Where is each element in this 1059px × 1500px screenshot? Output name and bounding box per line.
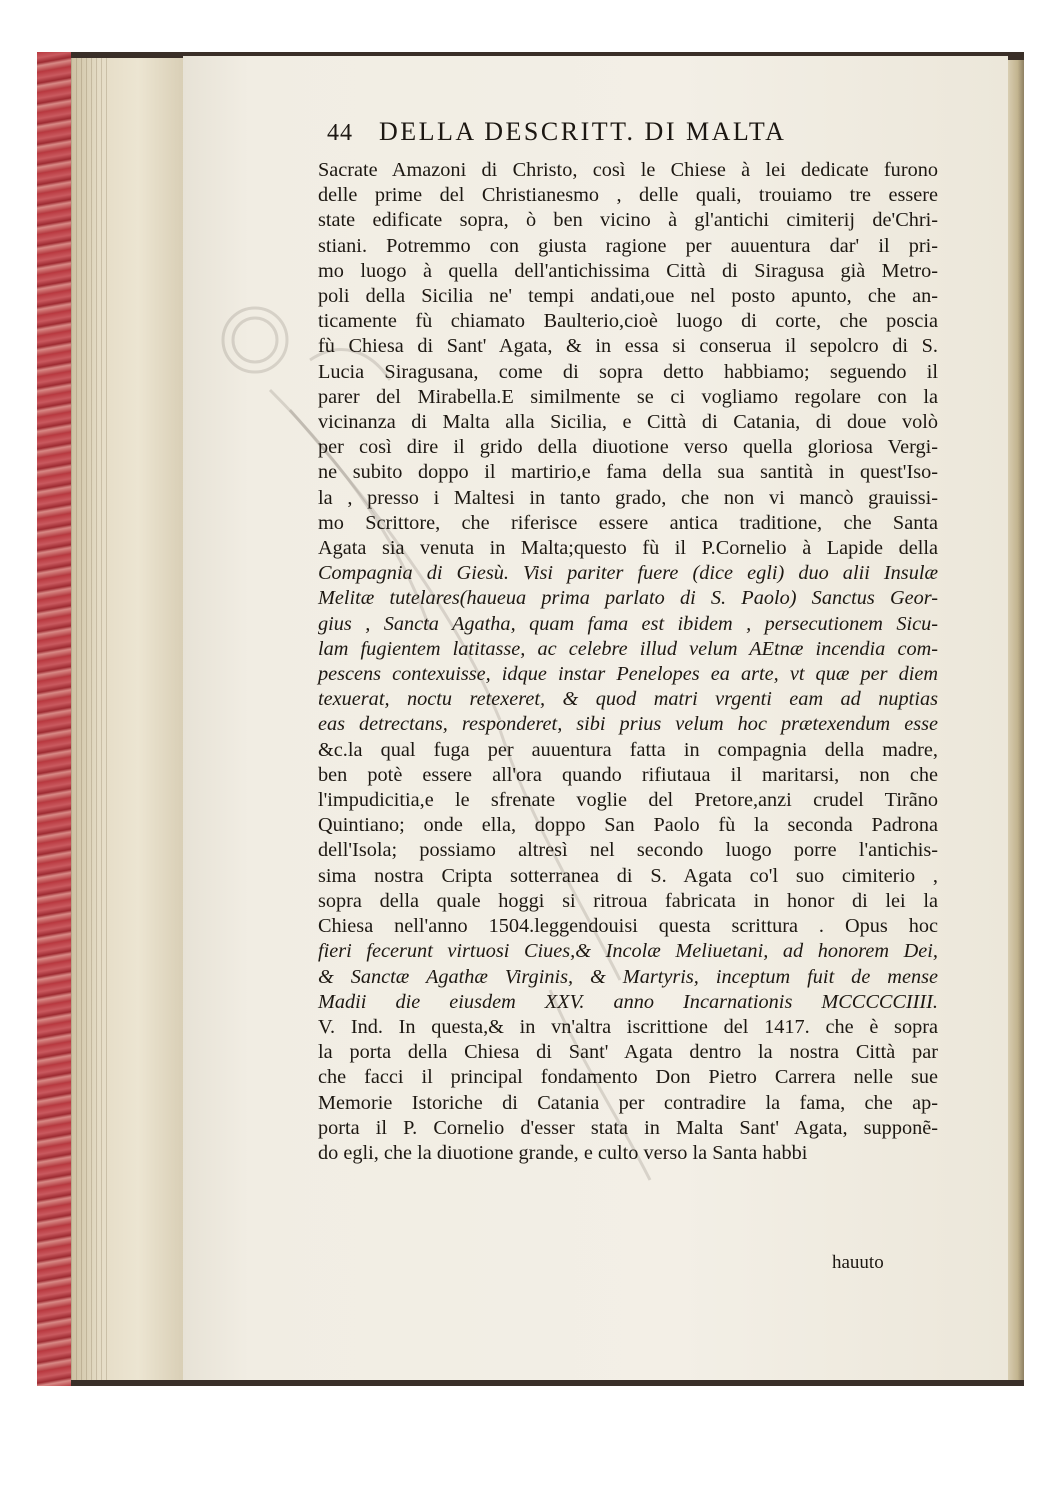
marbled-cover-edge xyxy=(37,52,71,1386)
text-line: mo luogo à quella dell'antichissima Città di Siragusa già Metro- xyxy=(318,259,938,282)
text-line: per così dire il grido della diuotione verso quella gloriosa Vergi- xyxy=(318,436,938,459)
text-line: sopra della quale hoggi si ritroua fabricata in honor di lei la xyxy=(318,889,938,912)
text-line: ne subito doppo il martirio,e fama della sua santità in quest'Iso- xyxy=(318,461,938,484)
text-line: fieri fecerunt virtuosi Ciues,& Incolæ Meliuetani, ad honorem Dei, xyxy=(318,940,938,963)
text-line: Lucia Siragusana, come di sopra detto habbiamo; seguendo il xyxy=(318,360,938,383)
page-body-text xyxy=(318,158,938,1166)
text-line: dell'Isola; possiamo altresì nel secondo luogo porre l'antichis- xyxy=(318,839,938,862)
text-line: poli della Sicilia ne' tempi andati,oue nel posto apunto, che an- xyxy=(318,285,938,308)
page-fore-edge xyxy=(1008,60,1024,1380)
text-line: ticamente fù chiamato Baulterio,cioè luogo di corte, che poscia xyxy=(318,310,938,333)
text-line: mo Scrittore, che riferisce essere antica traditione, che Santa xyxy=(318,511,938,534)
text-line: Chiesa nell'anno 1504.leggendouisi questa scrittura . Opus hoc xyxy=(318,915,938,938)
text-line: Sacrate Amazoni di Christo, così le Chiese à lei dedicate furono xyxy=(318,159,938,181)
text-line: texuerat, noctu retexeret, & quod matri vrgenti eam ad nuptias xyxy=(318,688,938,711)
text-line: Memorie Istoriche di Catania per contradire la fama, che ap- xyxy=(318,1091,938,1114)
text-line: delle prime del Christianesmo , delle quali, trouiamo tre essere xyxy=(318,184,938,207)
text-line: che facci il principal fondamento Don Pietro Carrera nelle sue xyxy=(318,1066,938,1089)
text-line: eas detrectans, responderet, sibi prius velum hoc prætexendum esse xyxy=(318,713,938,736)
catchword: hauuto xyxy=(832,1252,884,1273)
text-line: Compagnia di Giesù. Visi pariter fuere (dice egli) duo alii Insulæ xyxy=(318,562,938,585)
page-number: 44 xyxy=(327,120,353,146)
text-line: vicinanza di Malta alla Sicilia, e Città di Catania, di doue volò xyxy=(318,411,938,434)
text-line: &c.la qual fuga per auuentura fatta in compagnia della madre, xyxy=(318,738,938,761)
text-line: Melitæ tutelares(haueua prima parlato di S. Paolo) Sanctus Geor- xyxy=(318,587,938,610)
text-line: gius , Sancta Agatha, quam fama est ibidem , persecutionem Sicu- xyxy=(318,612,938,635)
text-line: pescens contexuisse, idque instar Penelopes ea arte, vt quæ per diem xyxy=(318,663,938,686)
text-line: Agata sia venuta in Malta;questo fù il P.Cornelio à Lapide della xyxy=(318,537,938,560)
text-line: l'impudicitia,e le sfrenate voglie del Pretore,anzi crudel Tirãno xyxy=(318,789,938,812)
text-line: la , presso i Maltesi in tanto grado, che non vi mancò grauissi- xyxy=(318,486,938,509)
text-line: lam fugientem latitasse, ac celebre illud velum AEtnæ incendia com- xyxy=(318,637,938,660)
running-head xyxy=(327,117,867,153)
text-line: & Sanctæ Agathæ Virginis, & Martyris, inceptum fuit de mense xyxy=(318,965,938,988)
text-line: fù Chiesa di Sant' Agata, & in essa si conserua il sepolcro di S. xyxy=(318,335,938,358)
text-line: Madii die eiusdem XXV. anno Incarnationis MCCCCCIIII. xyxy=(318,990,938,1013)
text-line: sima nostra Cripta sotterranea di S. Agata co'l suo cimiterio , xyxy=(318,864,938,887)
text-line: la porta della Chiesa di Sant' Agata dentro la nostra Città par xyxy=(318,1041,938,1064)
text-line: ben potè essere all'ora quando rifiutaua il maritarsi, non che xyxy=(318,763,938,786)
text-line: V. Ind. In questa,& in vn'altra iscrittione del 1417. che è sopra xyxy=(318,1015,938,1038)
text-line: parer del Mirabella.E similmente se ci vogliamo regolare con la xyxy=(318,385,938,408)
text-line: state edificate sopra, ò ben vicino à gl'antichi cimiterij de'Chri- xyxy=(318,209,938,232)
left-page-leaves xyxy=(71,58,184,1380)
running-title: DELLA DESCRITT. DI MALTA xyxy=(379,117,787,146)
text-line: porta il P. Cornelio d'esser stata in Malta Sant' Agata, supponẽ- xyxy=(318,1116,938,1139)
text-line: Quintiano; onde ella, doppo San Paolo fù la seconda Padrona xyxy=(318,814,938,837)
text-line: stiani. Potremmo con giusta ragione per auuentura dar' il pri- xyxy=(318,234,938,257)
text-line: do egli, che la diuotione grande, e culto verso la Santa habbi xyxy=(318,1141,808,1164)
